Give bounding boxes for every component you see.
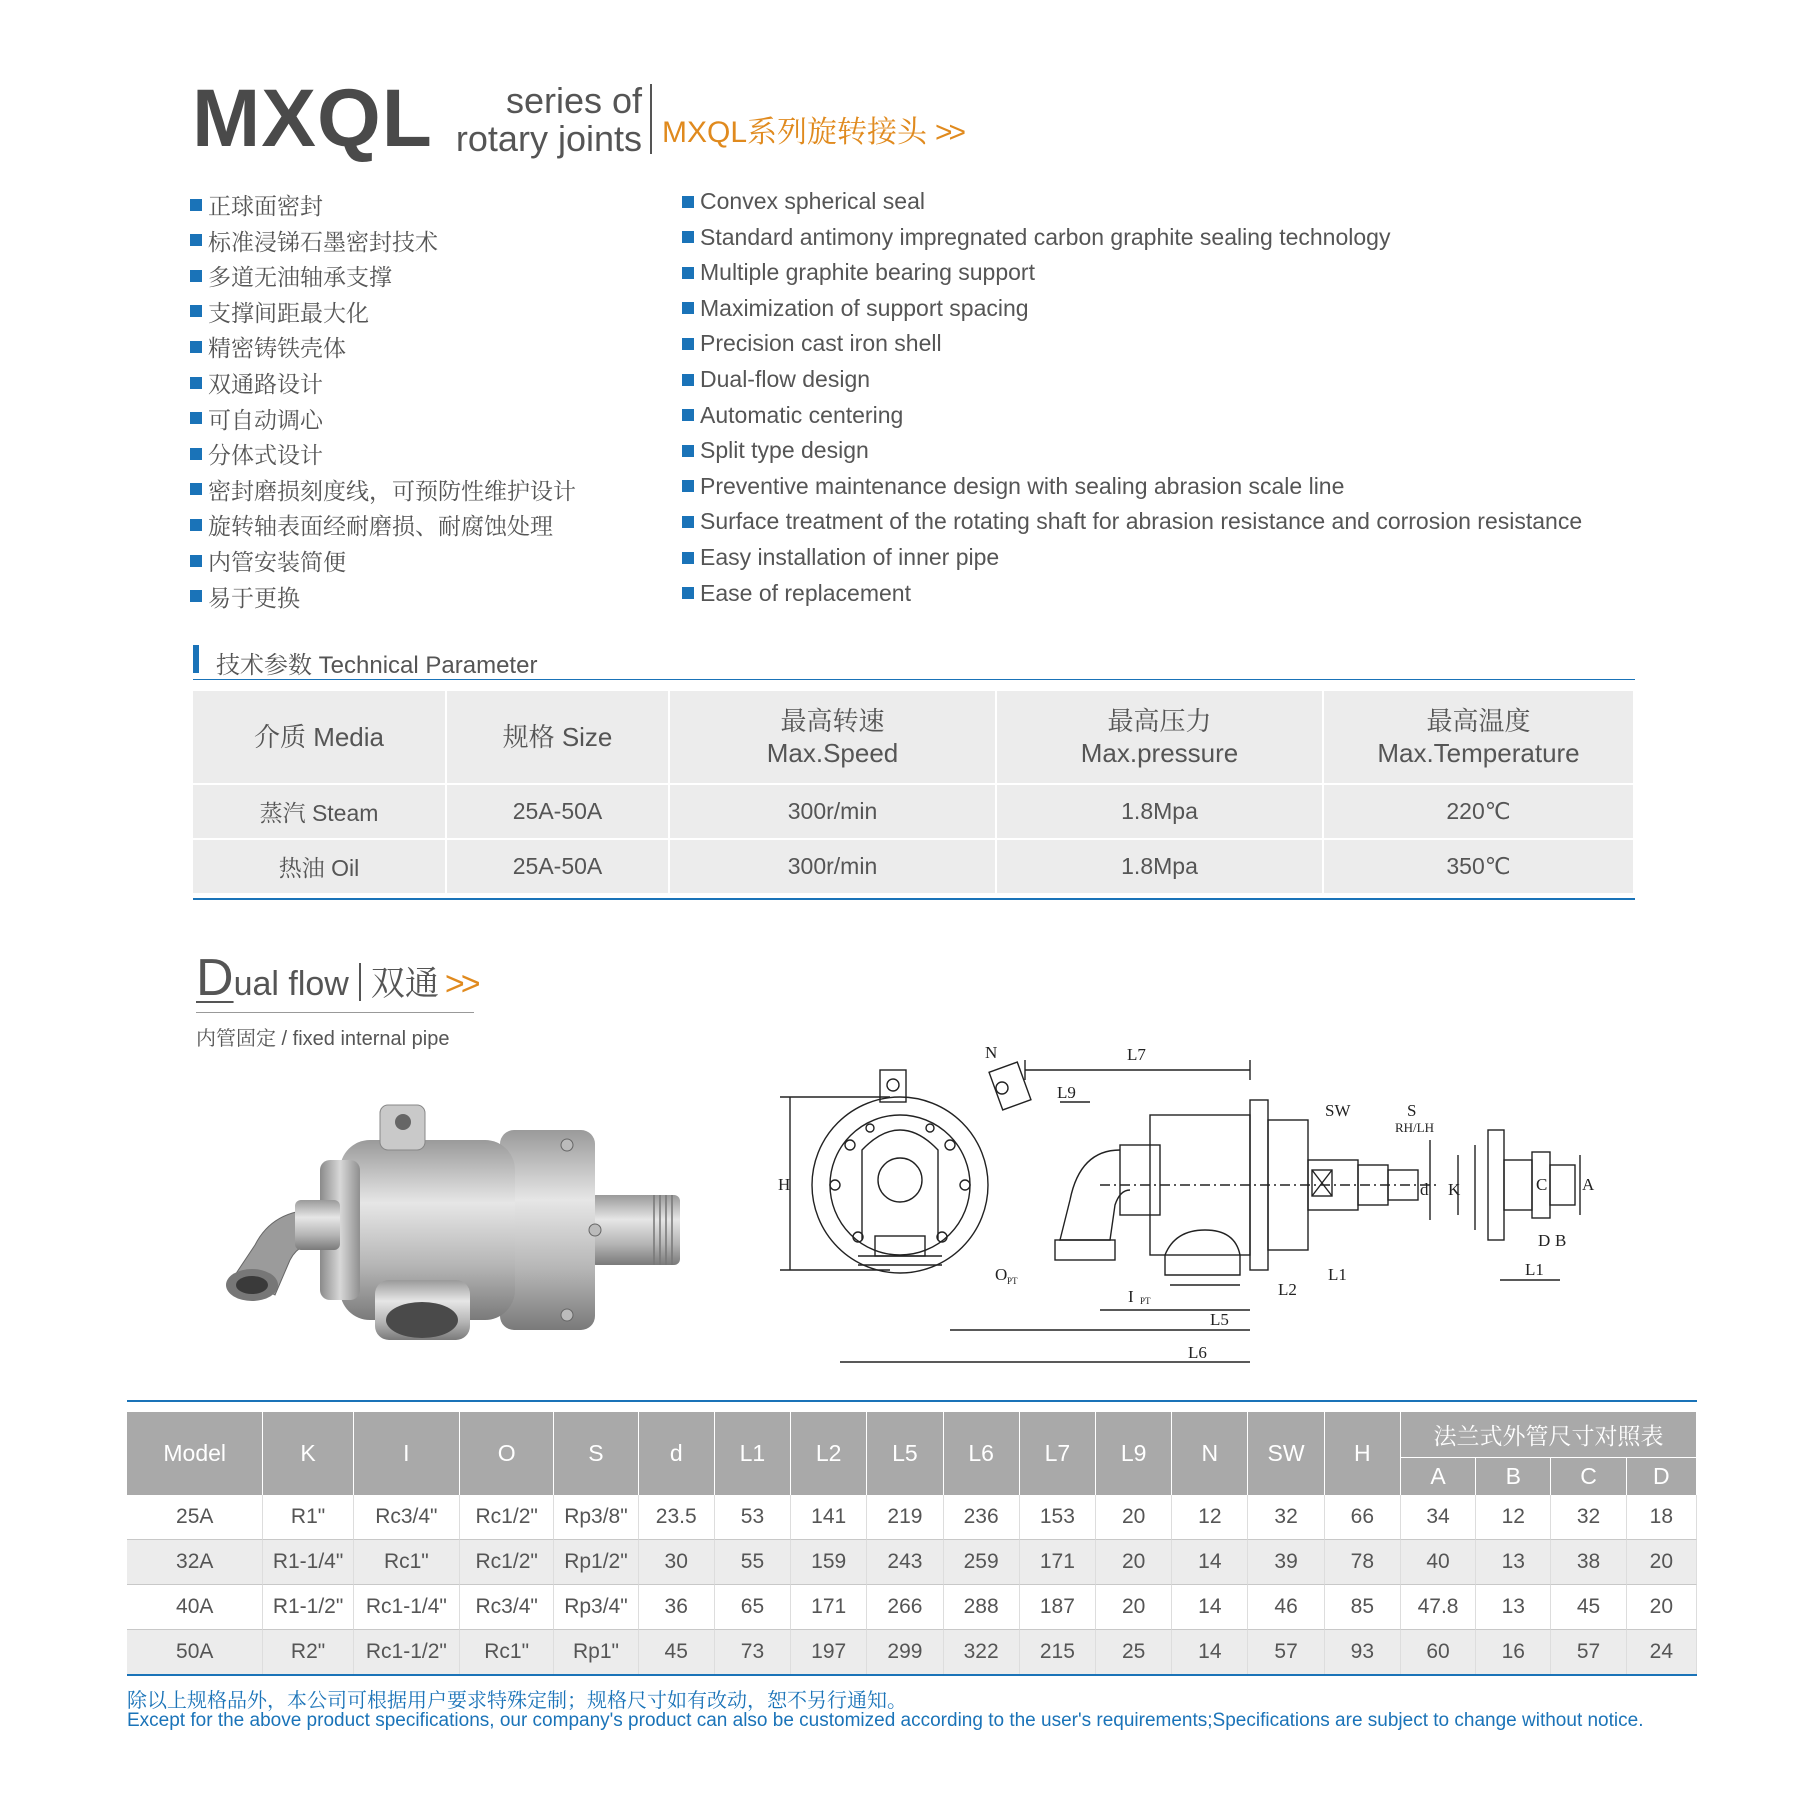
tech-cell: 25A-50A (447, 785, 670, 840)
feature-cn-item (190, 366, 323, 399)
feature-cn-item (190, 437, 323, 470)
tech-header-en: Max.Speed (766, 738, 899, 768)
dual-flow-title (196, 949, 477, 1007)
tech-cell: 热油 Oil (193, 840, 447, 895)
dim-table-rule-bottom (127, 1674, 1697, 1676)
dim-header-o: O (460, 1412, 554, 1495)
tech-row (193, 840, 1635, 895)
table-cell: Rc3/4" (354, 1495, 460, 1540)
label-L6: L6 (1188, 1343, 1207, 1362)
dual-flow-rule (196, 1012, 474, 1013)
dim-header-l9: L9 (1096, 1412, 1172, 1495)
bullet-square-icon (682, 338, 694, 350)
table-cell: 55 (715, 1540, 791, 1585)
feature-cn-text: 密封磨损刻度线，可预防性维护设计 (208, 477, 576, 504)
table-cell: 288 (944, 1585, 1020, 1630)
label-L1-end: L1 (1525, 1260, 1544, 1279)
bullet-square-icon (682, 480, 694, 492)
table-cell: 219 (867, 1495, 943, 1540)
feature-en-item (682, 259, 1035, 286)
table-cell: 32 (1551, 1495, 1626, 1540)
dim-header-flange-a: A (1401, 1458, 1476, 1495)
bullet-square-icon (190, 234, 202, 246)
dim-header-s: S (554, 1412, 638, 1495)
table-cell: 20 (1627, 1585, 1697, 1630)
label-L7: L7 (1127, 1045, 1146, 1064)
feature-cn-text: 内管安装简便 (208, 549, 346, 575)
label-pt-i: PT (1140, 1296, 1151, 1306)
feature-cn-text: 可自动调心 (208, 406, 323, 433)
table-cell: 23.5 (639, 1495, 715, 1540)
table-cell: 24 (1627, 1630, 1697, 1675)
table-cell: 73 (715, 1630, 791, 1675)
label-A: A (1582, 1175, 1595, 1194)
table-cell: 215 (1020, 1630, 1096, 1675)
table-cell: Rc1/2" (460, 1540, 554, 1585)
bullet-square-icon (190, 483, 202, 495)
feature-cn-text: 标准浸锑石墨密封技术 (208, 228, 438, 255)
label-C: C (1536, 1175, 1548, 1194)
tech-row (193, 785, 1635, 840)
table-cell: 16 (1476, 1630, 1551, 1675)
feature-en-text: Easy installation of inner pipe (700, 544, 1000, 570)
section-marker (193, 645, 199, 673)
bullet-square-icon (190, 305, 202, 317)
tech-header-en: Max.Temperature (1377, 738, 1580, 768)
tech-header-temperature (1324, 691, 1635, 785)
table-cell: 171 (1020, 1540, 1096, 1585)
table-row (127, 1495, 1697, 1540)
table-cell: 20 (1096, 1585, 1172, 1630)
table-row (127, 1630, 1697, 1675)
dim-table-rule-top (127, 1400, 1697, 1402)
table-cell: 153 (1020, 1495, 1096, 1540)
tech-header-cn: 最高压力 (1107, 706, 1212, 736)
feature-en-item (682, 330, 942, 357)
table-cell: Rc1-1/2" (354, 1630, 460, 1675)
table-cell: 171 (791, 1585, 867, 1630)
table-cell: R1-1/2" (263, 1585, 353, 1630)
tech-header-speed (670, 691, 997, 785)
table-cell: R2" (263, 1630, 353, 1675)
feature-cn-item (190, 402, 323, 435)
table-cell: 30 (639, 1540, 715, 1585)
series-line-1: series of (505, 80, 642, 121)
bullet-square-icon (190, 377, 202, 389)
feature-cn-text: 支撑间距最大化 (208, 299, 369, 326)
feature-en-item (682, 188, 925, 215)
dim-header-l7: L7 (1020, 1412, 1096, 1495)
section-rule (193, 679, 1635, 680)
feature-cn-item (190, 330, 346, 363)
table-cell: 36 (639, 1585, 715, 1630)
table-row (127, 1585, 1697, 1630)
tech-table (193, 691, 1635, 895)
table-cell: 25A (127, 1495, 263, 1540)
tech-header-row (193, 691, 1635, 785)
dim-header-flange: 法兰式外管尺寸对照表 (1401, 1412, 1697, 1458)
series-line-2: rotary joints (455, 118, 642, 159)
tech-header-text: 介质 Media (253, 722, 385, 752)
table-cell: 40 (1401, 1540, 1476, 1585)
bullet-square-icon (682, 267, 694, 279)
feature-cn-text: 多道无油轴承支撑 (208, 264, 392, 291)
table-cell: 60 (1401, 1630, 1476, 1675)
bullet-square-icon (190, 199, 202, 211)
dimension-table (127, 1412, 1697, 1675)
dim-header-h: H (1325, 1412, 1401, 1495)
dim-header-k: K (263, 1412, 353, 1495)
dual-flow-subtitle: 内管固定 / fixed internal pipe (196, 1028, 450, 1050)
feature-cn-text: 正球面密封 (208, 193, 323, 219)
tech-header-pressure (997, 691, 1324, 785)
dim-header-sw: SW (1248, 1412, 1324, 1495)
bullet-square-icon (682, 409, 694, 421)
table-cell: 46 (1248, 1585, 1324, 1630)
dim-header-i: I (354, 1412, 460, 1495)
table-cell: 45 (639, 1630, 715, 1675)
table-cell: 20 (1096, 1540, 1172, 1585)
feature-en-text: Maximization of support spacing (700, 294, 1029, 321)
brand-title: MXQL (192, 73, 433, 164)
feature-cn-text: 旋转轴表面经耐磨损、耐腐蚀处理 (208, 513, 553, 540)
feature-en-text: Convex spherical seal (700, 188, 926, 214)
bullet-square-icon (682, 516, 694, 528)
table-cell: 159 (791, 1540, 867, 1585)
feature-cn-item (190, 473, 576, 506)
dim-header-l1: L1 (715, 1412, 791, 1495)
table-cell: 259 (944, 1540, 1020, 1585)
table-cell: 322 (944, 1630, 1020, 1675)
feature-en-text: Ease of replacement (700, 579, 911, 606)
front-view (780, 1070, 988, 1273)
chevron-right-icon: >> (444, 965, 477, 1003)
bullet-square-icon (190, 555, 202, 567)
label-L2: L2 (1278, 1280, 1297, 1299)
table-cell: 12 (1172, 1495, 1248, 1540)
bullet-square-icon (682, 302, 694, 314)
bullet-square-icon (682, 552, 694, 564)
table-cell: R1" (263, 1495, 353, 1540)
table-cell: Rp1" (554, 1630, 638, 1675)
table-cell: 13 (1476, 1585, 1551, 1630)
table-cell: 47.8 (1401, 1585, 1476, 1630)
label-SW: SW (1325, 1101, 1351, 1120)
table-cell: Rp1/2" (554, 1540, 638, 1585)
dim-header-row (127, 1412, 1697, 1458)
table-cell: Rp3/8" (554, 1495, 638, 1540)
dual-flow-cn: 双通 (370, 965, 439, 1003)
tech-header-text: 规格 Size (502, 722, 613, 752)
label-N: N (985, 1043, 998, 1062)
feature-en-item (682, 402, 903, 429)
bullet-square-icon (682, 374, 694, 386)
chevron-right-icon: >> (935, 116, 963, 149)
table-cell: 14 (1172, 1630, 1248, 1675)
dim-header-flange-d: D (1627, 1458, 1697, 1495)
label-I: I (1128, 1287, 1134, 1306)
header-divider (650, 84, 652, 154)
tech-header-media (193, 691, 447, 785)
bullet-square-icon (190, 412, 202, 424)
table-cell: 20 (1627, 1540, 1697, 1585)
bullet-square-icon (190, 519, 202, 531)
note-chinese: 除以上规格品外，本公司可根据用户要求特殊定制；规格尺寸如有改动，恕不另行通知。 (127, 1690, 907, 1712)
dim-header-flange-b: B (1476, 1458, 1551, 1495)
tech-cell: 1.8Mpa (997, 785, 1324, 840)
table-cell: 236 (944, 1495, 1020, 1540)
table-cell: Rc1" (354, 1540, 460, 1585)
rotary-joint-photo (200, 1080, 720, 1360)
feature-en-item (682, 508, 1582, 535)
section-title-tech: 技术参数 Technical Parameter (216, 652, 538, 679)
dual-flow-initial: D (196, 949, 234, 1007)
table-cell: 65 (715, 1585, 791, 1630)
feature-cn-item (190, 224, 438, 257)
table-row (127, 1540, 1697, 1585)
dual-flow-rest: ual flow (233, 965, 349, 1003)
feature-en-item (682, 366, 870, 393)
bullet-square-icon (682, 196, 694, 208)
feature-cn-text: 双通路设计 (208, 371, 323, 397)
tech-cell: 300r/min (670, 840, 997, 895)
feature-cn-text: 易于更换 (208, 584, 300, 611)
table-cell: 50A (127, 1630, 263, 1675)
table-cell: 187 (1020, 1585, 1096, 1630)
tech-table-rule (193, 898, 1635, 900)
dim-header-l2: L2 (791, 1412, 867, 1495)
tech-header-size (447, 691, 670, 785)
dim-header-d: d (639, 1412, 715, 1495)
feature-cn-item (190, 259, 392, 292)
bullet-square-icon (190, 590, 202, 602)
table-cell: Rp3/4" (554, 1585, 638, 1630)
feature-en-text: Preventive maintenance design with sealing abrasion scale line (700, 472, 1345, 499)
feature-en-text: Standard antimony impregnated carbon graphite sealing technology (700, 223, 1391, 250)
feature-cn-text: 精密铸铁壳体 (208, 335, 346, 362)
feature-en-item (682, 437, 869, 464)
table-cell: 39 (1248, 1540, 1324, 1585)
feature-cn-item (190, 508, 553, 541)
note-english: Except for the above product specifications, our company's product can also be customized according to the user's requirements;Specifications are subject to change without notice. (127, 1710, 1644, 1731)
label-H: H (778, 1175, 791, 1194)
table-cell: 18 (1627, 1495, 1697, 1540)
table-cell: 32A (127, 1540, 263, 1585)
feature-cn-item (190, 188, 323, 221)
table-cell: 38 (1551, 1540, 1626, 1585)
table-cell: 53 (715, 1495, 791, 1540)
label-B: B (1555, 1231, 1567, 1250)
bullet-square-icon (682, 231, 694, 243)
dim-header-model: Model (127, 1412, 263, 1495)
dual-flow-divider (359, 963, 361, 1001)
table-cell: 13 (1476, 1540, 1551, 1585)
bullet-square-icon (190, 448, 202, 460)
chinese-title-text: MXQL系列旋转接头 (662, 116, 928, 149)
table-cell: Rc3/4" (460, 1585, 554, 1630)
table-cell: 197 (791, 1630, 867, 1675)
table-cell: Rc1/2" (460, 1495, 554, 1540)
table-cell: 14 (1172, 1540, 1248, 1585)
table-cell: 32 (1248, 1495, 1324, 1540)
feature-en-text: Multiple graphite bearing support (700, 259, 1035, 286)
dim-header-n: N (1172, 1412, 1248, 1495)
feature-en-text: Precision cast iron shell (700, 330, 942, 357)
tech-cell: 220℃ (1324, 785, 1635, 840)
table-cell: 34 (1401, 1495, 1476, 1540)
table-cell: 25 (1096, 1630, 1172, 1675)
table-cell: Rc1-1/4" (354, 1585, 460, 1630)
table-cell: 141 (791, 1495, 867, 1540)
dim-header-l6: L6 (944, 1412, 1020, 1495)
label-K: K (1448, 1180, 1461, 1199)
tech-cell: 350℃ (1324, 840, 1635, 895)
label-L9: L9 (1057, 1083, 1076, 1102)
feature-en-text: Surface treatment of the rotating shaft for abrasion resistance and corrosion resistance (700, 508, 1583, 535)
tech-cell: 蒸汽 Steam (193, 785, 447, 840)
dim-header-l5: L5 (867, 1412, 943, 1495)
dim-header-flange-c: C (1551, 1458, 1626, 1495)
series-subtitle (432, 82, 642, 158)
table-cell: 40A (127, 1585, 263, 1630)
table-cell: R1-1/4" (263, 1540, 353, 1585)
feature-cn-text: 分体式设计 (208, 442, 323, 469)
table-cell: 85 (1325, 1585, 1401, 1630)
label-O: O (995, 1265, 1008, 1284)
table-cell: Rc1" (460, 1630, 554, 1675)
table-cell: 78 (1325, 1540, 1401, 1585)
tech-cell: 300r/min (670, 785, 997, 840)
table-cell: 45 (1551, 1585, 1626, 1630)
table-cell: 266 (867, 1585, 943, 1630)
bullet-square-icon (682, 445, 694, 457)
feature-en-item (682, 580, 911, 607)
feature-cn-item (190, 544, 346, 577)
table-cell: 93 (1325, 1630, 1401, 1675)
chinese-title (662, 118, 962, 148)
bullet-square-icon (682, 587, 694, 599)
table-cell: 14 (1172, 1585, 1248, 1630)
feature-en-text: Automatic centering (700, 401, 904, 428)
label-pt-o: PT (1007, 1276, 1018, 1286)
label-L5: L5 (1210, 1310, 1229, 1329)
table-cell: 66 (1325, 1495, 1401, 1540)
table-cell: 12 (1476, 1495, 1551, 1540)
tech-header-cn: 最高温度 (1426, 706, 1531, 736)
table-cell: 243 (867, 1540, 943, 1585)
tech-cell: 25A-50A (447, 840, 670, 895)
table-cell: 57 (1551, 1630, 1626, 1675)
label-S: S (1407, 1101, 1417, 1120)
tech-header-cn: 最高转速 (780, 706, 885, 736)
feature-en-item (682, 224, 1390, 251)
feature-en-item (682, 544, 999, 571)
technical-drawing (770, 1040, 1630, 1370)
bullet-square-icon (190, 341, 202, 353)
table-cell: 299 (867, 1630, 943, 1675)
feature-en-text: Dual-flow design (700, 366, 871, 392)
table-cell: 20 (1096, 1495, 1172, 1540)
label-rh-lh: RH/LH (1395, 1120, 1434, 1135)
feature-en-text: Split type design (700, 437, 869, 464)
feature-cn-item (190, 580, 300, 613)
label-L1: L1 (1328, 1265, 1347, 1284)
tech-header-en: Max.pressure (1080, 738, 1239, 768)
tech-cell: 1.8Mpa (997, 840, 1324, 895)
label-D: D (1538, 1231, 1551, 1250)
bullet-square-icon (190, 270, 202, 282)
feature-en-item (682, 295, 1029, 322)
table-cell: 57 (1248, 1630, 1324, 1675)
feature-en-item (682, 473, 1344, 500)
label-d: d (1420, 1180, 1429, 1199)
feature-cn-item (190, 295, 369, 328)
